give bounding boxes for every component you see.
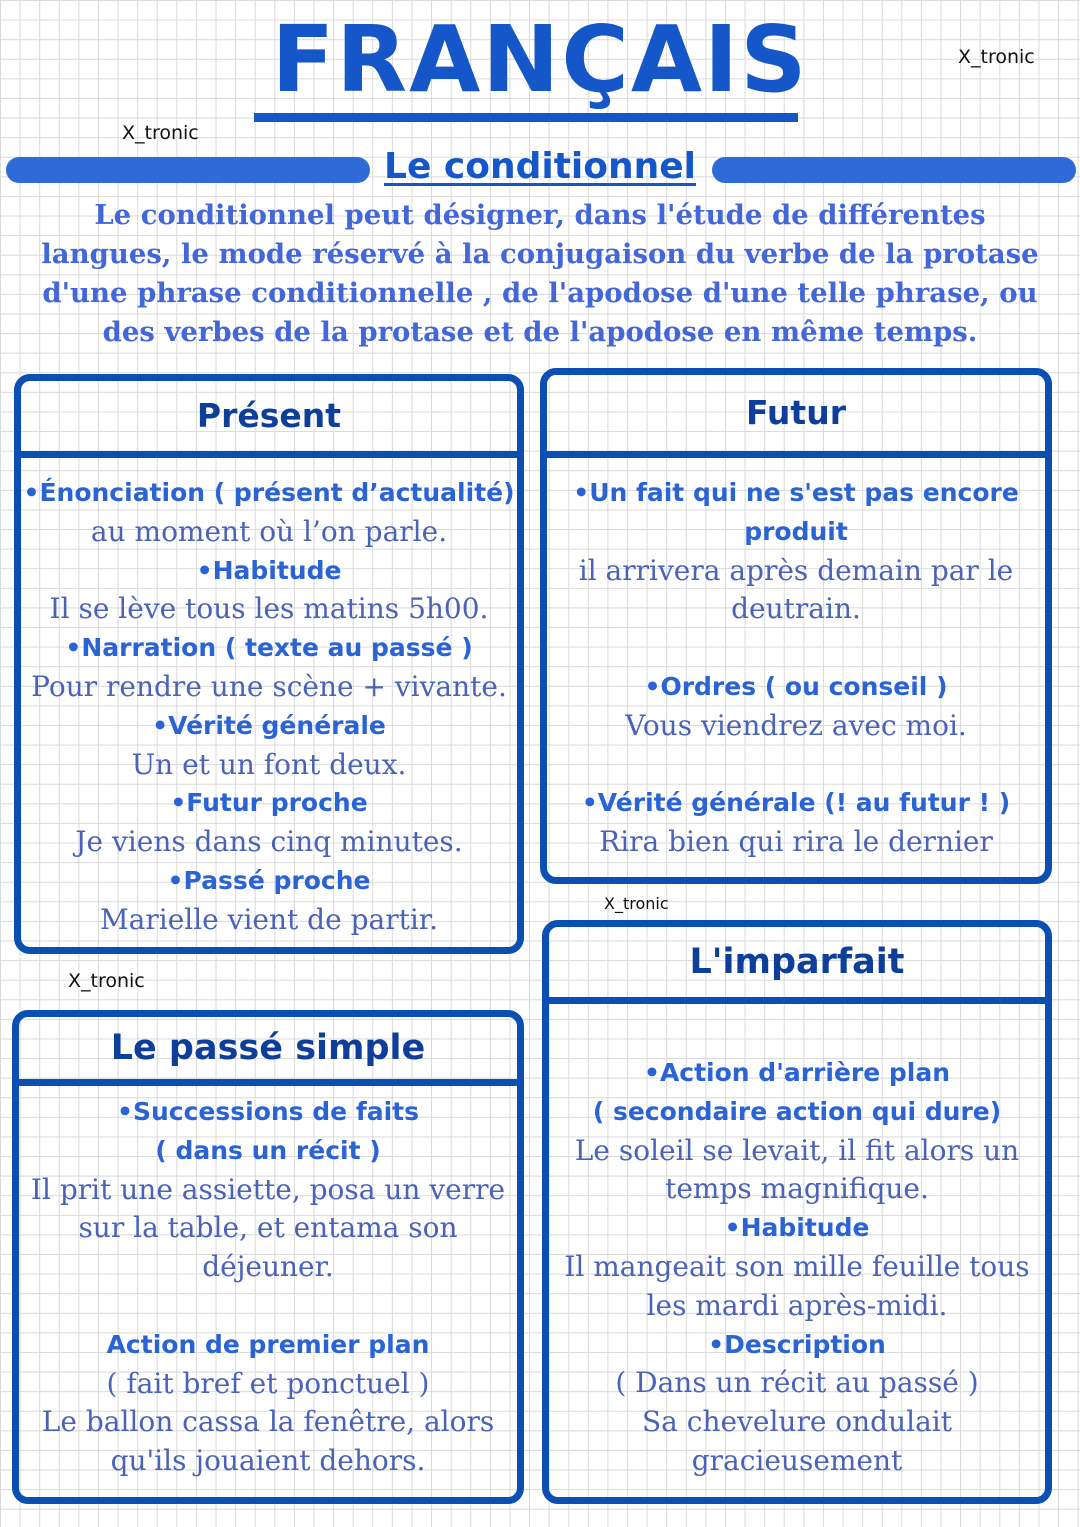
present-box [14,374,524,954]
present-text-3: Pour rendre une scène + vivante. [31,669,507,703]
futur-text-1-cont: deutrain. [731,592,861,626]
futur-text-2: Vous viendrez avec moi. [625,708,967,742]
watermark-top-right: X_tronic [958,46,1035,68]
passe-simple-text-2: sur la table, et entama son [78,1211,458,1245]
present-body [21,474,517,940]
watermark-left-middle: X_tronic [68,970,145,992]
imparfait-text-6: Sa chevelure ondulait [642,1405,952,1439]
present-heading-3: • Narration ( texte au passé ) [21,629,517,668]
futur-heading-1: • Un fait qui ne s'est pas encore [547,474,1045,513]
watermark-middle: X_tronic [604,894,669,913]
imparfait-title: L'imparfait [549,927,1045,1004]
present-text-2: Il se lève tous les matins 5h00. [49,592,489,626]
present-heading-2: • Habitude [21,552,517,591]
passe-simple-body [19,1093,517,1481]
intro-paragraph: Le conditionnel peut désigner, dans l'étude de différentes langues, le mode réservé à la conjugaison du verbe de la protase d'une phrase conditionnelle , de l'apodose d'une telle phrase, ou des verbes de la protase et de l'apodose en même temps. [41,199,1039,348]
imparfait-heading-1-cont: ( secondaire action qui dure) [592,1096,1002,1126]
imparfait-body [549,1054,1045,1481]
futur-text-1: il arrivera après demain par le [578,553,1014,587]
passe-simple-text-6: qu'ils jouaient dehors. [110,1444,426,1478]
imparfait-text-4: les mardi après-midi. [646,1288,948,1322]
section-subtitle: Le conditionnel [384,146,696,187]
passe-simple-title: Le passé simple [19,1017,517,1086]
page-title: FRANÇAIS [271,6,809,113]
futur-heading-1-cont: produit [744,516,848,546]
futur-heading-2: • Ordres ( ou conseil ) [547,668,1045,707]
present-text-4: Un et un font deux. [131,747,407,781]
imparfait-heading-2: • Habitude [549,1209,1045,1248]
imparfait-text-2: temps magnifique. [665,1172,929,1206]
passe-simple-text-3: déjeuner. [202,1250,334,1284]
present-text-1: au moment où l’on parle. [90,514,448,548]
present-heading-4: • Vérité générale [21,707,517,746]
present-text-6: Marielle vient de partir. [100,902,438,936]
futur-title: Futur [547,375,1045,458]
right-decor-bar [712,157,1076,183]
present-title: Présent [21,381,517,458]
watermark-top-left: X_tronic [122,122,199,144]
passe-simple-box [12,1010,524,1504]
imparfait-heading-3: • Description [549,1326,1045,1365]
imparfait-text-5: ( Dans un récit au passé ) [615,1366,979,1400]
present-text-5: Je viens dans cinq minutes. [75,825,463,859]
left-decor-bar [6,157,370,183]
imparfait-text-1: Le soleil se levait, il fit alors un [574,1133,1020,1167]
futur-heading-3: • Vérité générale (! au futur ! ) [547,784,1045,823]
imparfait-heading-1: • Action d'arrière plan [549,1054,1045,1093]
passe-simple-text-1: Il prit une assiette, posa un verre [30,1172,506,1206]
futur-box [540,368,1052,884]
present-heading-1: • Énonciation ( présent d’actualité) [21,474,517,513]
imparfait-text-3: Il mangeait son mille feuille tous [564,1249,1030,1283]
passe-simple-heading-1-cont: ( dans un récit ) [155,1135,381,1165]
futur-body [547,474,1045,862]
passe-simple-heading-2: Action de premier plan [106,1329,430,1359]
present-heading-5: • Futur proche [21,784,517,823]
imparfait-box [542,920,1052,1504]
futur-text-3: Rira bien qui rira le dernier [599,825,993,859]
imparfait-text-7: gracieusement [691,1443,903,1477]
title-underline [254,113,798,122]
present-heading-6: • Passé proche [21,862,517,901]
passe-simple-text-5: Le ballon cassa la fenêtre, alors [41,1405,495,1439]
passe-simple-text-4: ( fait bref et ponctuel ) [106,1366,430,1400]
passe-simple-heading-1: • Successions de faits [19,1093,517,1132]
